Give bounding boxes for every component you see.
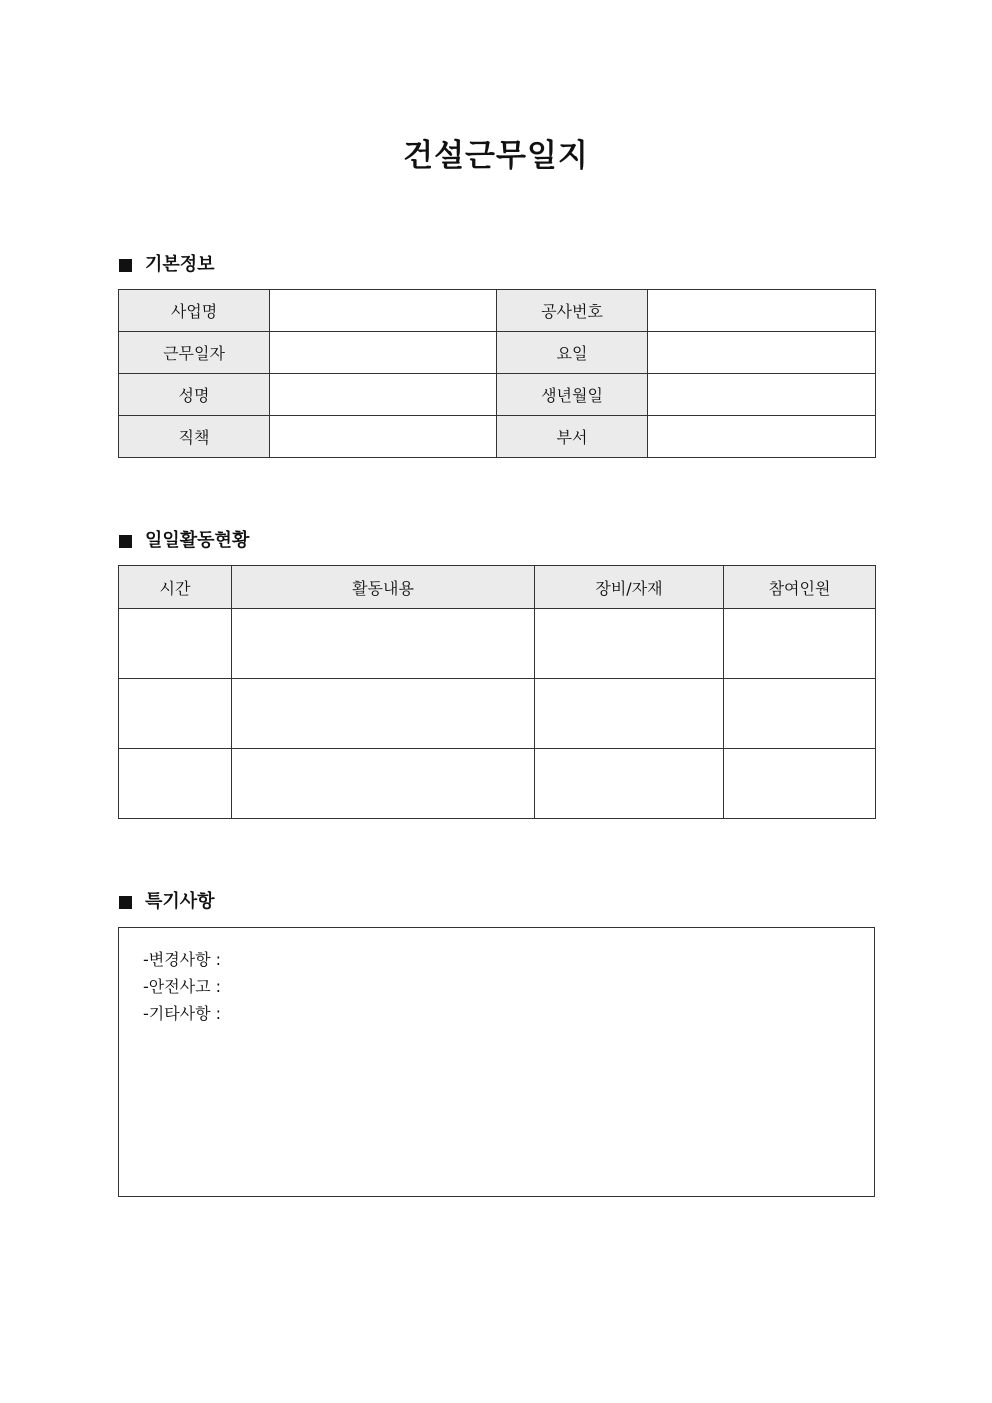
document-title: 건설근무일지: [403, 138, 589, 174]
square-bullet-icon: [119, 535, 132, 548]
column-header-equipment: 장비/자재: [535, 566, 724, 609]
note-changes: -변경사항 :: [143, 950, 222, 969]
time-cell[interactable]: [119, 749, 232, 819]
section-heading-label: 기본정보: [145, 254, 215, 275]
label-weekday: 요일: [497, 332, 648, 374]
equipment-cell[interactable]: [535, 609, 724, 679]
column-header-participants: 참여인원: [724, 566, 876, 609]
table-header-row: [119, 566, 876, 609]
label-name: 성명: [119, 374, 270, 416]
label-project-name: 사업명: [119, 290, 270, 332]
participants-cell[interactable]: [724, 609, 876, 679]
note-safety-incidents: -안전사고 :: [143, 977, 222, 996]
special-notes-box[interactable]: [118, 927, 875, 1197]
table-row: [119, 679, 876, 749]
project-number-field[interactable]: [648, 290, 876, 332]
label-department: 부서: [497, 416, 648, 458]
section-heading-label: 특기사항: [145, 891, 215, 912]
table-row: [119, 749, 876, 819]
section-heading-special-notes: [119, 890, 215, 914]
column-header-time: 시간: [119, 566, 232, 609]
section-heading-basic-info: [119, 253, 215, 277]
table-row: [119, 416, 876, 458]
equipment-cell[interactable]: [535, 679, 724, 749]
work-date-field[interactable]: [270, 332, 497, 374]
weekday-field[interactable]: [648, 332, 876, 374]
special-notes-list: [143, 946, 221, 1027]
label-birth-date: 생년월일: [497, 374, 648, 416]
activity-cell[interactable]: [232, 749, 535, 819]
table-row: [119, 609, 876, 679]
section-heading-label: 일일활동현황: [145, 530, 250, 551]
project-name-field[interactable]: [270, 290, 497, 332]
label-position: 직책: [119, 416, 270, 458]
square-bullet-icon: [119, 259, 132, 272]
time-cell[interactable]: [119, 609, 232, 679]
column-header-activity: 활동내용: [232, 566, 535, 609]
table-row: [119, 332, 876, 374]
name-field[interactable]: [270, 374, 497, 416]
label-work-date: 근무일자: [119, 332, 270, 374]
participants-cell[interactable]: [724, 749, 876, 819]
equipment-cell[interactable]: [535, 749, 724, 819]
department-field[interactable]: [648, 416, 876, 458]
participants-cell[interactable]: [724, 679, 876, 749]
basic-info-table: [118, 289, 876, 458]
birth-date-field[interactable]: [648, 374, 876, 416]
section-heading-daily-activity: [119, 529, 249, 553]
time-cell[interactable]: [119, 679, 232, 749]
note-other: -기타사항 :: [143, 1004, 222, 1023]
table-row: [119, 374, 876, 416]
square-bullet-icon: [119, 896, 132, 909]
activity-cell[interactable]: [232, 679, 535, 749]
label-project-number: 공사번호: [497, 290, 648, 332]
table-row: [119, 290, 876, 332]
position-field[interactable]: [270, 416, 497, 458]
daily-activity-table: [118, 565, 876, 819]
activity-cell[interactable]: [232, 609, 535, 679]
